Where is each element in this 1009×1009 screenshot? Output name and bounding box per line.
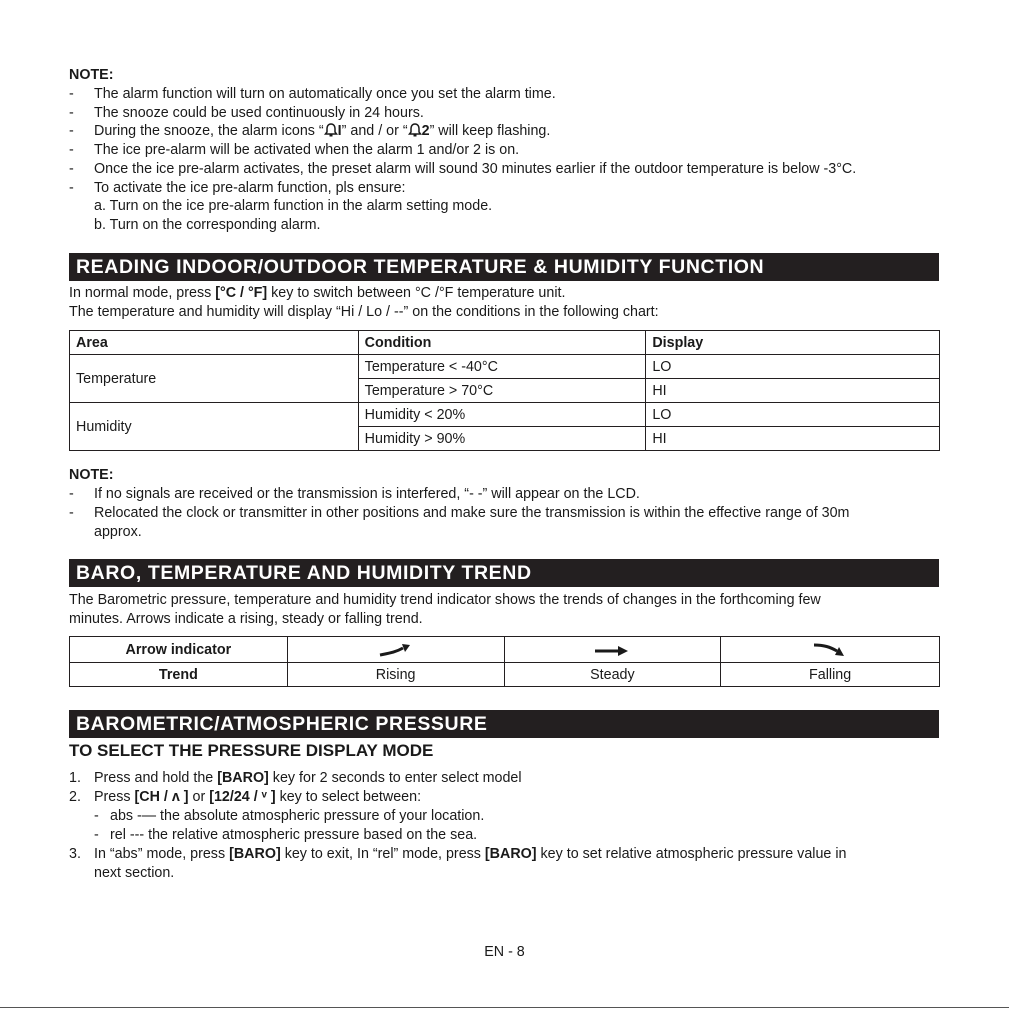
display-conditions-table bbox=[69, 330, 940, 451]
table-cell: Humidity < 20% bbox=[358, 403, 646, 427]
alarm-icon-2-digit: 2 bbox=[421, 123, 430, 139]
table-cell: Temperature > 70°C bbox=[358, 379, 646, 403]
section-title: BARO, TEMPERATURE AND HUMIDITY TREND bbox=[69, 559, 939, 587]
falling-arrow-icon bbox=[721, 637, 940, 663]
rising-arrow-icon bbox=[287, 637, 504, 663]
note-heading: NOTE: bbox=[69, 467, 114, 483]
body-text: The temperature and humidity will display “Hi / Lo / --” on the conditions in the following chart: bbox=[69, 304, 659, 320]
note-bullet-cont: approx. bbox=[94, 524, 142, 540]
table-header: Trend bbox=[70, 663, 288, 687]
section-title: BAROMETRIC/ATMOSPHERIC PRESSURE bbox=[69, 710, 939, 738]
body-text: In normal mode, press [°C / °F] key to switch between °C /°F temperature unit. bbox=[69, 285, 566, 301]
table-header: Area bbox=[70, 331, 359, 355]
table-cell: Humidity > 90% bbox=[358, 427, 646, 451]
table-cell: HI bbox=[646, 379, 940, 403]
note-heading: NOTE: bbox=[69, 67, 114, 83]
alarm-bell-icon bbox=[408, 123, 422, 143]
table-header: Condition bbox=[358, 331, 646, 355]
footer-divider bbox=[0, 1007, 1009, 1008]
page-number: EN - 8 bbox=[484, 944, 525, 960]
body-text: The Barometric pressure, temperature and humidity trend indicator shows the trends of changes in the forthcoming few bbox=[69, 592, 821, 608]
table-cell: HI bbox=[646, 427, 940, 451]
body-text: minutes. Arrows indicate a rising, steady or falling trend. bbox=[69, 611, 423, 627]
steady-arrow-icon bbox=[504, 637, 721, 663]
table-cell: Rising bbox=[287, 663, 504, 687]
table-row bbox=[70, 663, 940, 687]
table-cell-area: Temperature bbox=[70, 355, 359, 403]
table-row bbox=[70, 403, 940, 427]
alarm-bell-icon bbox=[324, 123, 338, 143]
table-header: Display bbox=[646, 331, 940, 355]
note-sub-item: b. Turn on the corresponding alarm. bbox=[94, 217, 321, 233]
note-sub-item: a. Turn on the ice pre-alarm function in the alarm setting mode. bbox=[94, 198, 493, 214]
section-title: READING INDOOR/OUTDOOR TEMPERATURE & HUMIDITY FUNCTION bbox=[69, 253, 939, 281]
table-cell: Falling bbox=[721, 663, 940, 687]
table-cell: Temperature < -40°C bbox=[358, 355, 646, 379]
table-row bbox=[70, 355, 940, 379]
trend-table bbox=[69, 636, 940, 687]
table-cell-area: Humidity bbox=[70, 403, 359, 451]
table-header: Arrow indicator bbox=[70, 637, 288, 663]
table-row bbox=[70, 637, 940, 663]
table-cell: Steady bbox=[504, 663, 721, 687]
table-cell: LO bbox=[646, 403, 940, 427]
alarm-icon-1-digit: I bbox=[337, 123, 342, 139]
step-item-cont: next section. bbox=[94, 865, 175, 881]
table-cell: LO bbox=[646, 355, 940, 379]
subsection-title: TO SELECT THE PRESSURE DISPLAY MODE bbox=[69, 741, 434, 760]
